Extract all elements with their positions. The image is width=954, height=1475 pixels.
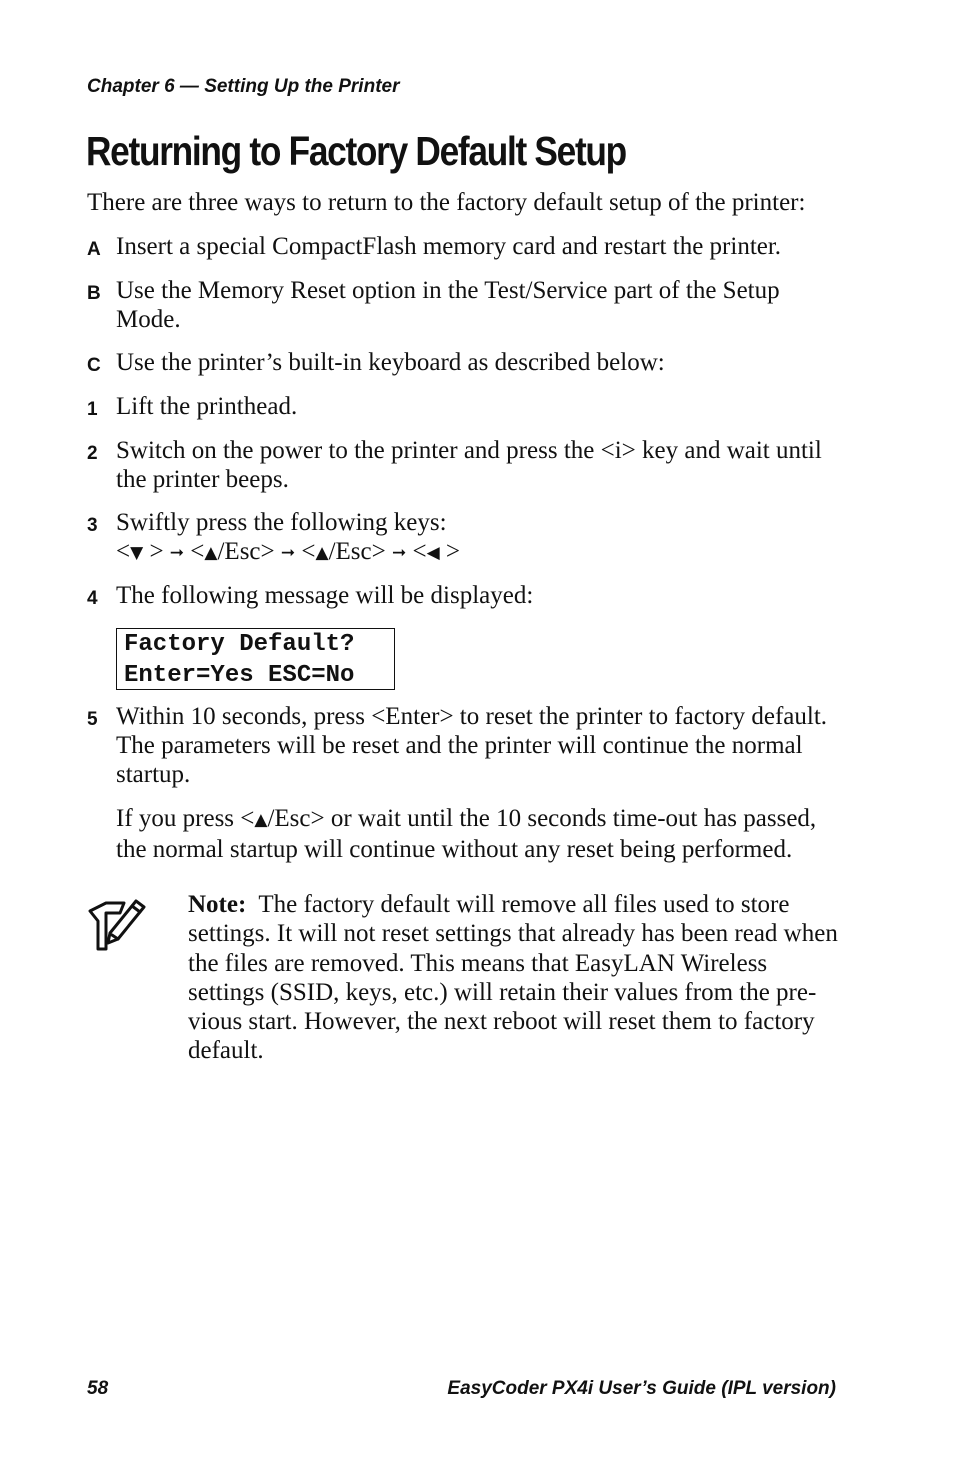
down-arrow-icon: ▼ [130,543,144,563]
note-block [188,890,848,1066]
key-bracket: < [116,538,131,565]
page-number: 58 [87,1378,109,1399]
step-number: 3 [87,515,98,536]
step-3 [87,508,847,568]
followup-text-start: If you press < [116,805,255,832]
display-line-2: Enter=Yes ESC=No [124,662,355,689]
method-c [87,348,847,377]
method-text: Use the Memory Reset option in the Test/Service part of the Setup Mode. [116,277,780,333]
method-b [87,276,847,334]
note-label: Note: [188,891,247,918]
method-marker: C [87,355,101,376]
method-marker: B [87,283,101,304]
intro-paragraph: There are three ways to return to the factory default setup of the printer: [87,189,806,216]
note-pencil-icon [86,893,150,955]
method-text: Use the printer’s built-in keyboard as described below: [116,349,665,376]
method-marker: A [87,239,101,260]
step-5-followup [116,804,846,864]
step-number: 4 [87,588,98,609]
step-number: 5 [87,709,98,730]
step-1 [87,392,847,421]
display-line-1: Factory Default? [124,631,355,658]
running-head: Chapter 6 — Setting Up the Printer [87,76,400,97]
step-2 [87,436,847,494]
key-sequence [116,537,847,568]
note-text: The factory default will remove all files used to store settings. It will not reset settings that already has been read when the files are removed. This means that EasyLAN Wireless settings (SSID, keys, etc.) will retain their values from the pre-vious start. However, the next reboot will reset them to factory default. [188,891,838,1065]
key-bracket: < [301,538,316,565]
up-arrow-icon: ▲ [204,543,218,563]
key-bracket: > [371,538,386,565]
step-5 [87,702,847,789]
printer-display-message [116,628,395,690]
step-number: 2 [87,443,98,464]
next-arrow-icon: ➞ [280,543,296,563]
method-a [87,232,847,261]
left-arrow-icon: ◀ [426,543,440,563]
key-bracket: < [412,538,427,565]
method-text: Insert a special CompactFlash memory card and restart the printer. [116,233,782,260]
step-text: Swiftly press the following keys: [116,509,447,536]
next-arrow-icon: ➞ [169,543,185,563]
esc-key-label: /Esc [217,538,261,565]
key-bracket: > [445,538,461,565]
step-text: Lift the printhead. [116,393,298,420]
step-4 [87,581,847,610]
key-bracket: > [260,538,275,565]
up-arrow-icon: ▲ [315,543,329,563]
book-title: EasyCoder PX4i User’s Guide (IPL version) [447,1378,836,1399]
step-text: The following message will be displayed: [116,582,534,609]
step-number: 1 [87,399,98,420]
next-arrow-icon: ➞ [391,543,407,563]
step-text: Switch on the power to the printer and press the <i> key and wait until the printer beeps. [116,437,822,493]
up-arrow-icon: ▲ [254,810,268,830]
key-bracket: < [190,538,205,565]
step-text: Within 10 seconds, press <Enter> to reset the printer to factory default. The parameters will be reset and the printer will continue the normal startup. [116,703,828,788]
key-bracket: > [149,538,164,565]
page-title: Returning to Factory Default Setup [86,128,626,174]
followup-text-end: /Esc> or wait until the 10 seconds time-out has passed, the normal startup will continue without any reset being performed. [116,805,817,863]
esc-key-label: /Esc [328,538,372,565]
